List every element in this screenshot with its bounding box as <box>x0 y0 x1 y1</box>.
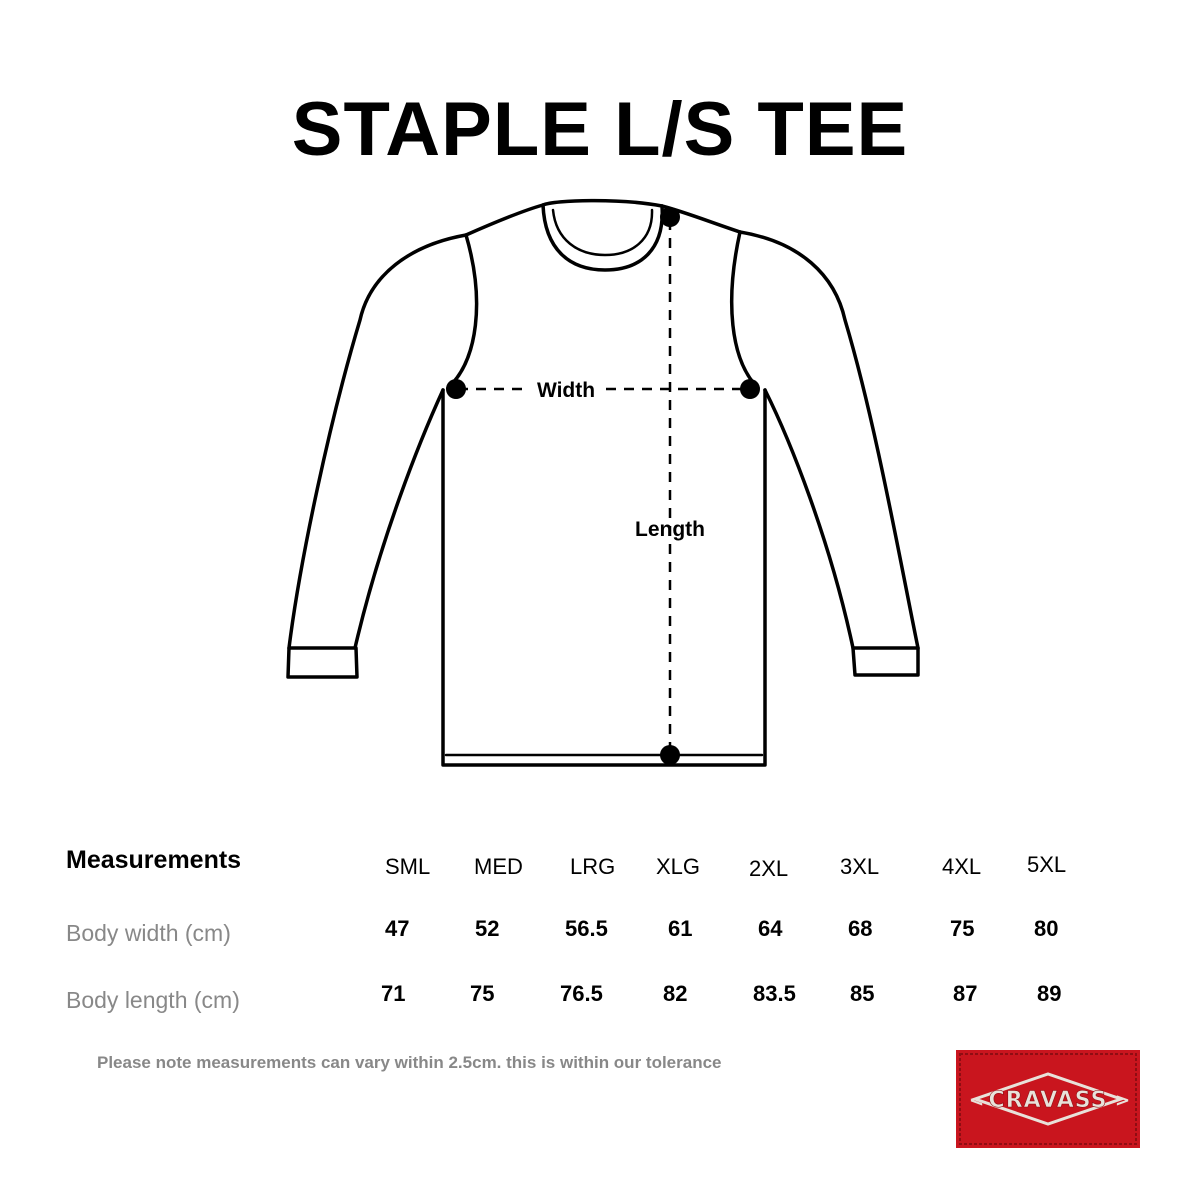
length-top-point <box>660 207 680 227</box>
table-cell: 85 <box>850 981 875 1006</box>
size-header: 4XL <box>942 854 982 879</box>
table-cell: 47 <box>385 916 410 941</box>
table-header: Measurements <box>66 846 242 874</box>
dimension-lines <box>458 220 748 752</box>
table-cell: 75 <box>950 916 975 941</box>
table-cell: 68 <box>848 916 873 941</box>
tolerance-note: Please note measurements can vary within 2.5cm. this is within our tolerance <box>97 1053 722 1072</box>
table-cell: 64 <box>758 916 783 941</box>
size-header: 3XL <box>840 854 880 879</box>
size-header: 2XL <box>749 856 789 881</box>
length-bottom-point <box>660 745 680 765</box>
logo-left-chevron: < <box>969 1090 985 1111</box>
width-left-point <box>446 379 466 399</box>
width-right-point <box>740 379 760 399</box>
measure-points <box>446 207 760 765</box>
table-cell: 80 <box>1034 916 1059 941</box>
width-label: Width <box>536 379 596 402</box>
table-cell: 75 <box>470 981 495 1006</box>
row-label-body-width: Body width (cm) <box>66 920 231 946</box>
table-cell: 87 <box>953 981 978 1006</box>
table-cell: 71 <box>381 981 406 1006</box>
table-cell: 89 <box>1037 981 1062 1006</box>
size-header: SML <box>385 854 431 879</box>
row-label-body-length: Body length (cm) <box>66 987 240 1013</box>
page-title: STAPLE L/S TEE <box>291 87 909 172</box>
table-cell: 76.5 <box>560 981 603 1006</box>
size-header: LRG <box>570 854 616 879</box>
table-cell: 56.5 <box>565 916 608 941</box>
logo-text: CRAVASS <box>988 1088 1108 1113</box>
size-header: MED <box>474 854 523 879</box>
size-header: XLG <box>656 854 701 879</box>
length-label: Length <box>635 518 705 541</box>
size-header: 5XL <box>1027 852 1067 877</box>
cravass-logo <box>955 1049 1141 1149</box>
tee-outline <box>288 201 918 765</box>
table-cell: 82 <box>663 981 688 1006</box>
logo-right-chevron: > <box>1115 1090 1131 1111</box>
table-cell: 61 <box>668 916 693 941</box>
table-cell: 83.5 <box>753 981 796 1006</box>
table-cell: 52 <box>475 916 500 941</box>
